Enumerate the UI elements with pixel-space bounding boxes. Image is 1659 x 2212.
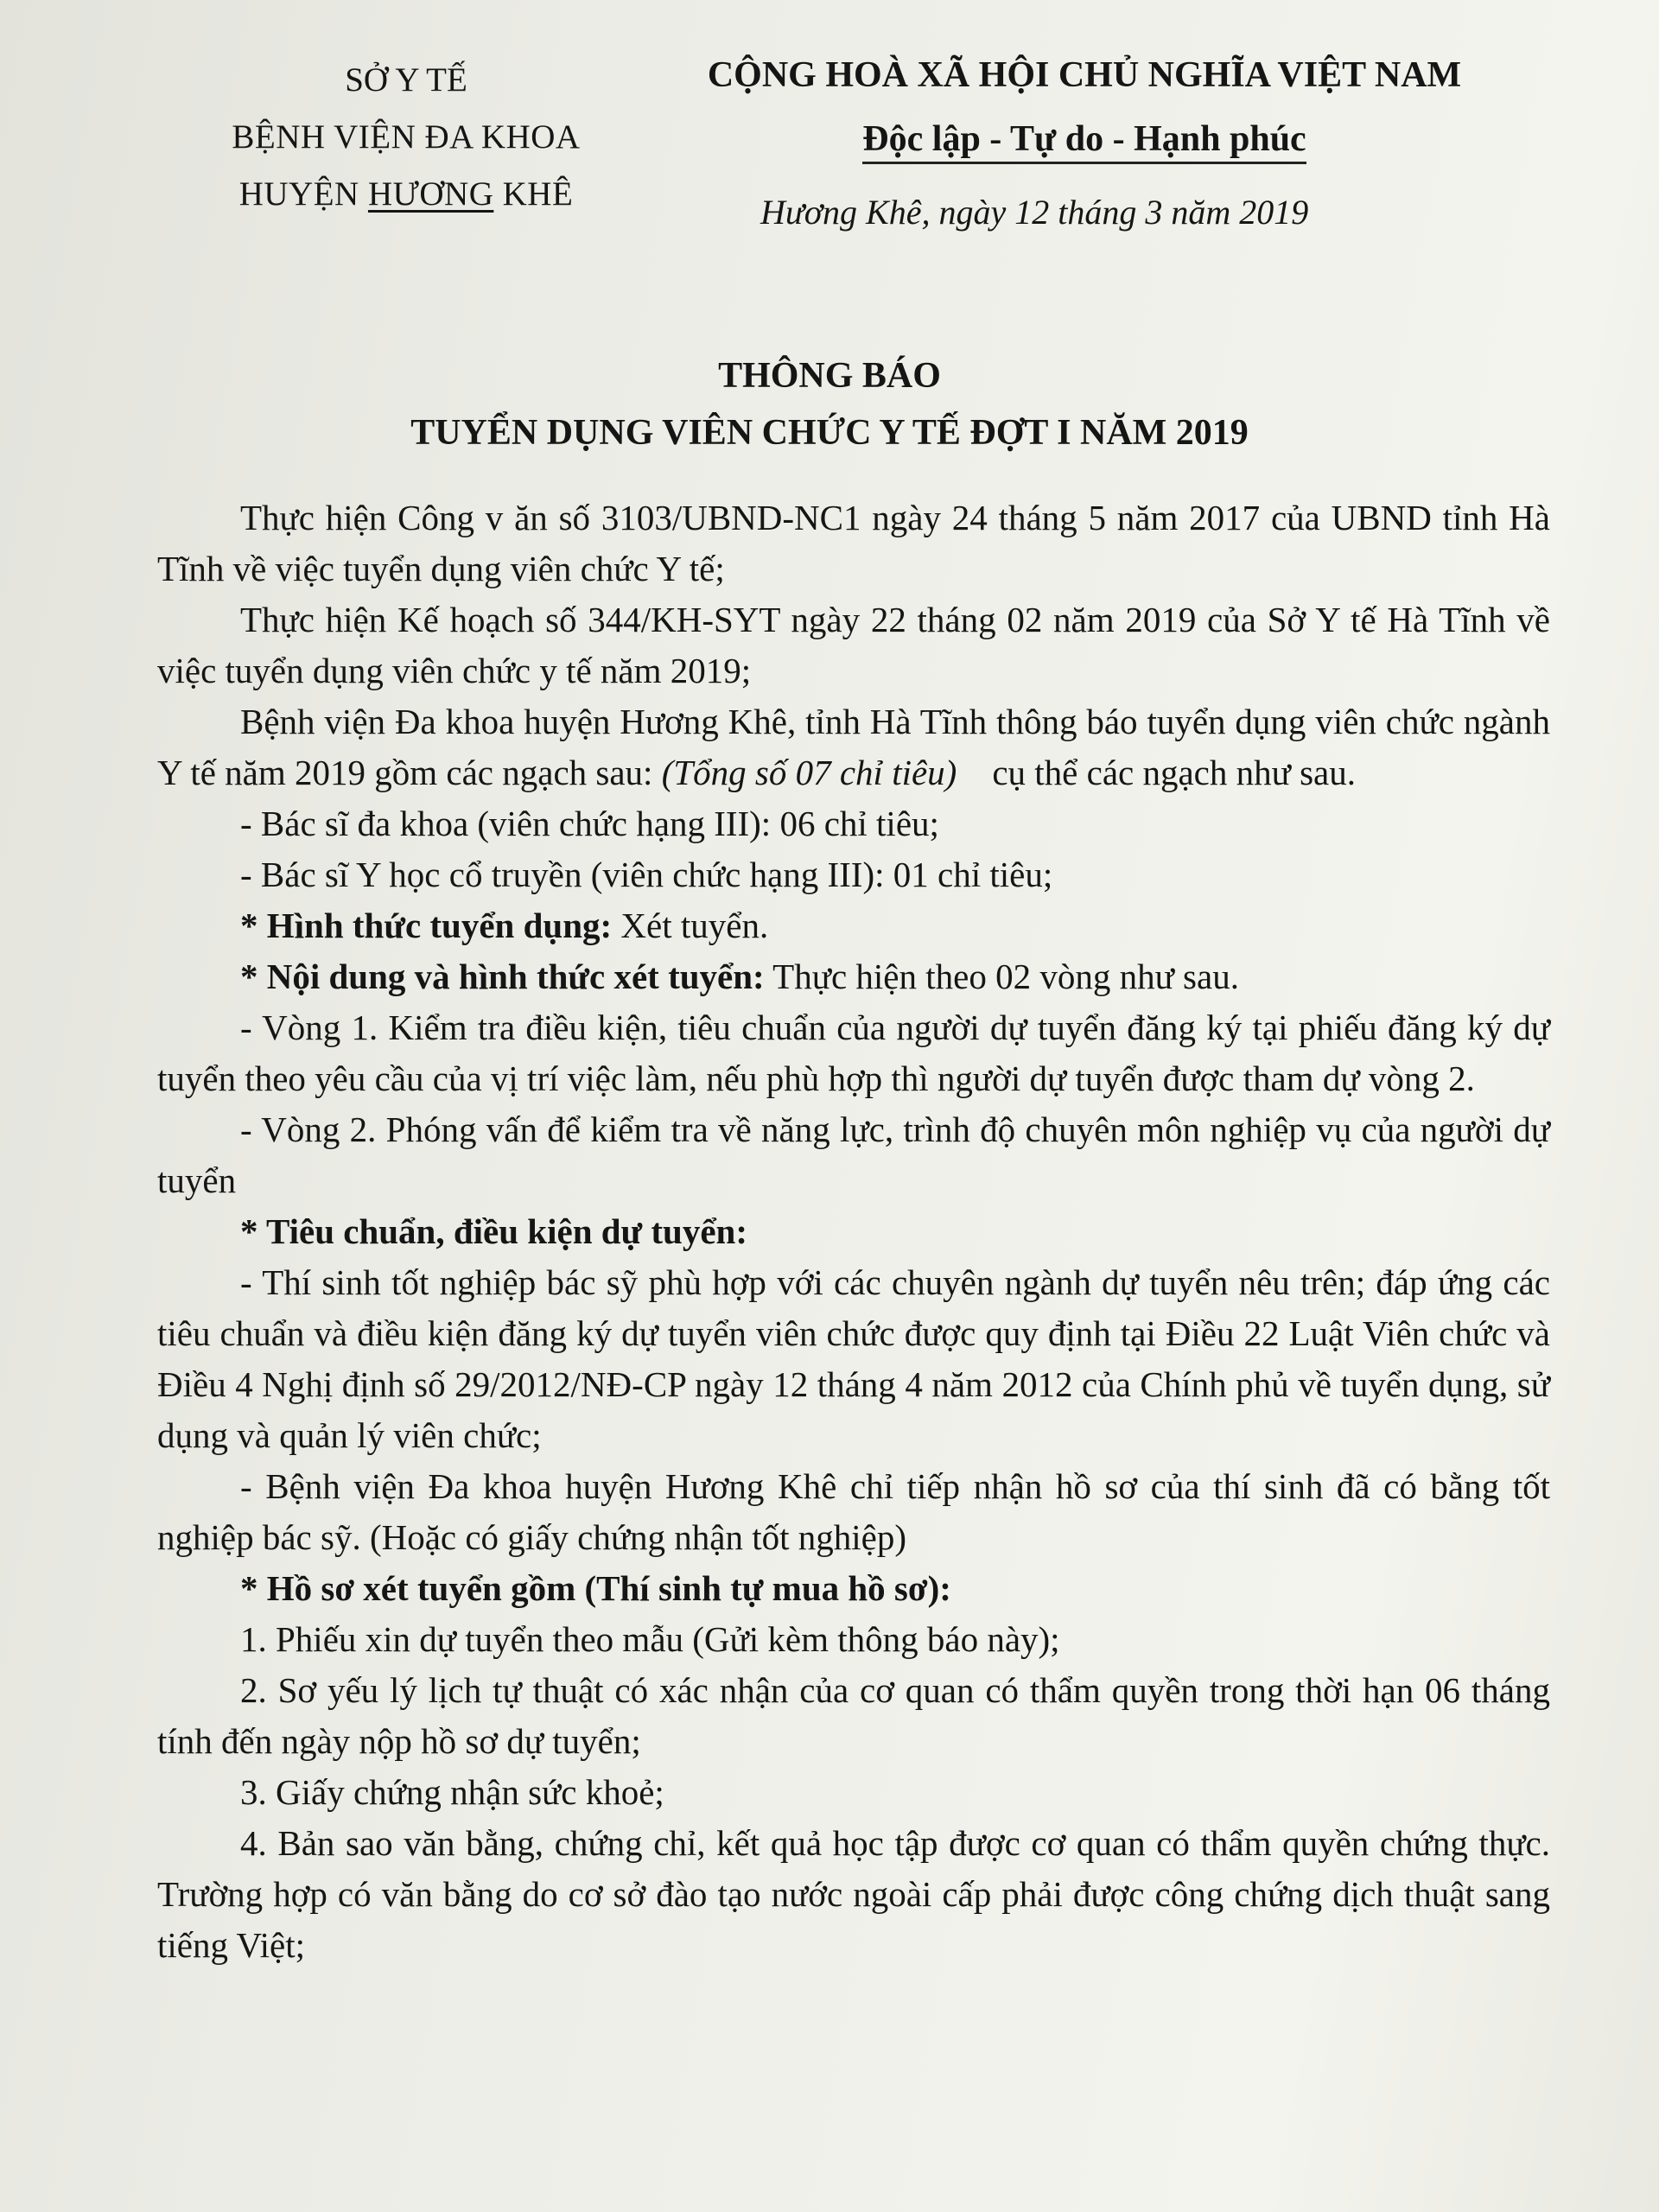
title-line-2: TUYỂN DỤNG VIÊN CHỨC Y TẾ ĐỢT I NĂM 2019 <box>410 413 1249 453</box>
paragraph-text: Thực hiện theo 02 vòng như sau. <box>764 957 1239 996</box>
section-heading: * Tiêu chuẩn, điều kiện dự tuyển: <box>240 1211 748 1251</box>
paragraph-text: Xét tuyển. <box>612 906 769 945</box>
agency-line-1: SỞ Y TẾ <box>345 61 467 99</box>
document-title <box>0 347 1659 461</box>
document-body <box>157 493 1550 1971</box>
paragraph: Thực hiện Công v ăn số 3103/UBND-NC1 ngày 24 tháng 5 năm 2017 của UBND tỉnh Hà Tĩnh về việc tuyển dụng viên chức Y tế; <box>157 498 1550 588</box>
document-date: Hương Khê, ngày 12 tháng 3 năm 2019 <box>760 193 1309 232</box>
national-motto: Độc lập - Tự do - Hạnh phúc <box>862 117 1306 164</box>
section-heading: * Hồ sơ xét tuyển gồm (Thí sinh tự mua hồ sơ): <box>240 1568 951 1608</box>
paragraph <box>157 696 1550 798</box>
title-line-1: THÔNG BÁO <box>718 356 941 396</box>
paragraph <box>157 900 1550 951</box>
section-heading: * Hình thức tuyển dụng: <box>240 906 613 945</box>
list-item: 4. Bản sao văn bằng, chứng chỉ, kết quả học tập được cơ quan có thẩm quyền chứng thực. Trường hợp có văn bằng do cơ sở đào tạo nước ngoài cấp phải được công chứng dịch thuật sang tiếng Việt; <box>157 1823 1550 1965</box>
list-item: - Thí sinh tốt nghiệp bác sỹ phù hợp với các chuyên ngành dự tuyển nêu trên; đáp ứng các tiêu chuẩn và điều kiện đăng ký dự tuyển viên chức được quy định tại Điều 22 Luật Viên chức và Điều 4 Nghị định số 29/2012/NĐ-CP ngày 12 tháng 4 năm 2012 của Chính phủ về tuyển dụng, sử dụng và quản lý viên chức; <box>157 1262 1550 1455</box>
agency-line-3-underlined: HƯƠNG <box>367 175 494 213</box>
agency-line-3-prefix: HUYỆN <box>238 175 368 213</box>
section-heading: * Nội dung và hình thức xét tuyển: <box>240 957 765 996</box>
national-header <box>674 43 1495 171</box>
list-item: 1. Phiếu xin dự tuyển theo mẫu (Gửi kèm thông báo này); <box>240 1619 1060 1659</box>
agency-line-3 <box>147 166 665 223</box>
list-item: - Bác sĩ đa khoa (viên chức hạng III): 06 chỉ tiêu; <box>240 804 939 843</box>
list-item: 2. Sơ yếu lý lịch tự thuật có xác nhận của cơ quan có thẩm quyền trong thời hạn 06 tháng tính đến ngày nộp hồ sơ dự tuyển; <box>157 1670 1550 1761</box>
list-item: 3. Giấy chứng nhận sức khoẻ; <box>240 1772 664 1812</box>
paragraph: Thực hiện Kế hoạch số 344/KH-SYT ngày 22 tháng 02 năm 2019 của Sở Y tế Hà Tĩnh về việc tuyển dụng viên chức y tế năm 2019; <box>157 600 1550 690</box>
paragraph <box>157 951 1550 1002</box>
list-item: - Vòng 2. Phóng vấn để kiểm tra về năng lực, trình độ chuyên môn nghiệp vụ của người dự tuyển <box>157 1109 1550 1200</box>
agency-line-3-suffix: KHÊ <box>493 175 574 213</box>
paragraph-text: cụ thể các ngạch như sau. <box>957 753 1356 792</box>
list-item: - Vòng 1. Kiểm tra điều kiện, tiêu chuẩn của người dự tuyển đăng ký tại phiếu đăng ký dự tuyển theo yêu cầu của vị trí việc làm, nếu phù hợp thì người dự tuyển được tham dự vòng 2. <box>157 1007 1550 1098</box>
list-item: - Bác sĩ Y học cổ truyền (viên chức hạng III): 01 chỉ tiêu; <box>240 855 1053 894</box>
issuing-agency <box>147 52 665 223</box>
nation-name: CỘNG HOÀ XÃ HỘI CHỦ NGHĨA VIỆT NAM <box>707 55 1462 95</box>
quota-total: (Tổng số 07 chỉ tiêu) <box>661 753 957 792</box>
list-item: - Bệnh viện Đa khoa huyện Hương Khê chỉ tiếp nhận hồ sơ của thí sinh đã có bằng tốt nghiệp bác sỹ. (Hoặc có giấy chứng nhận tốt nghiệp) <box>157 1466 1550 1557</box>
agency-line-2: BỆNH VIỆN ĐA KHOA <box>232 118 581 156</box>
paragraph-text: Bệnh viện Đa khoa huyện Hương Khê, tỉnh Hà Tĩnh thông báo tuyển dụng viên chức ngành Y tế năm 2019 gồm các ngạch sau: <box>157 702 1550 792</box>
